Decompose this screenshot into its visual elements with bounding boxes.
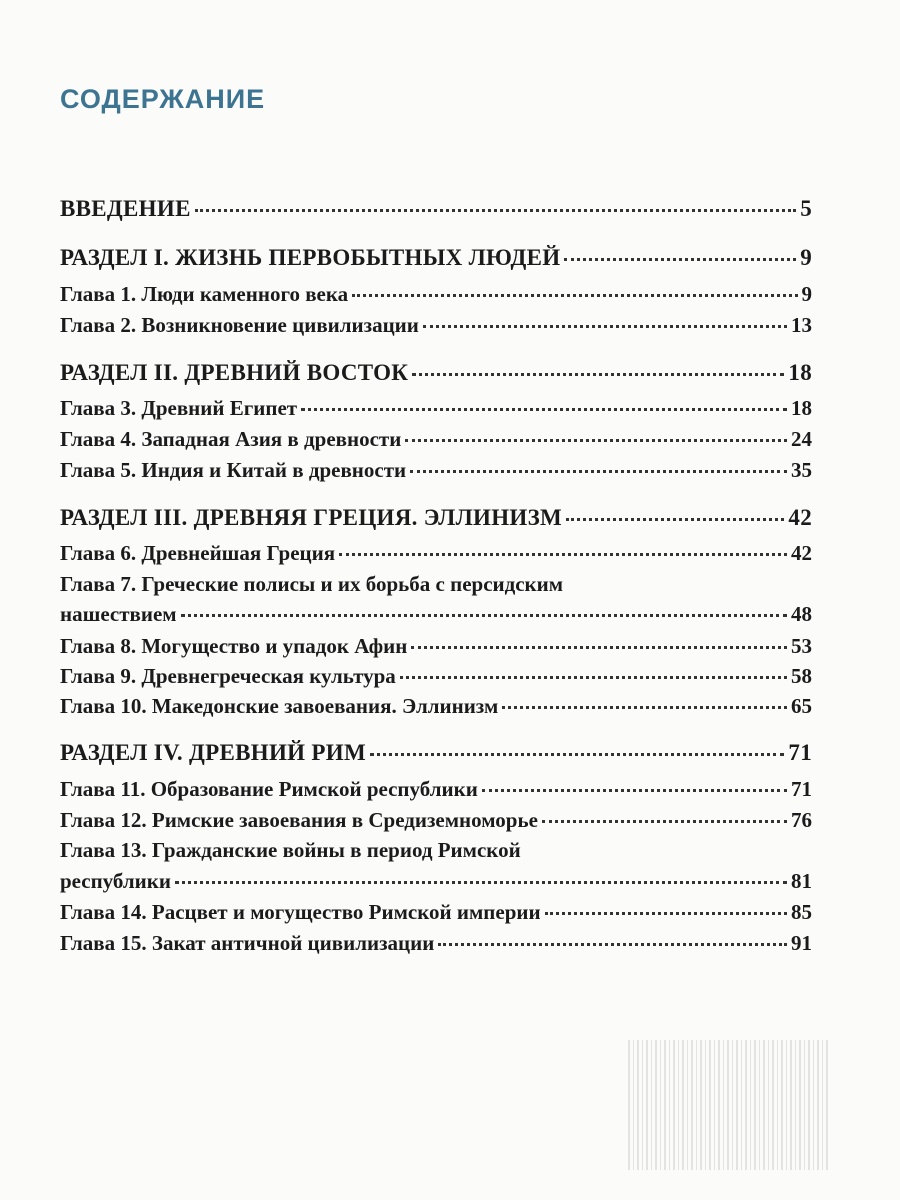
toc-entry-page: 81 xyxy=(791,869,812,893)
toc-entry-page: 24 xyxy=(791,427,812,451)
dot-leader xyxy=(412,373,784,376)
dot-leader xyxy=(405,439,787,442)
toc-entry-chapter-7-line1: Глава 7. Греческие полисы и их борьба с персидским xyxy=(60,572,564,596)
toc-entry-page: 42 xyxy=(791,541,812,565)
toc-entry-chapter-12 xyxy=(60,808,812,833)
dot-leader xyxy=(301,408,787,411)
dot-leader xyxy=(339,553,787,556)
toc-entry-label: Глава 5. Индия и Китай в древности xyxy=(60,458,407,482)
toc-entry-page: 71 xyxy=(791,777,812,801)
toc-entry-chapter-8 xyxy=(60,634,812,659)
toc-entry-page: 13 xyxy=(791,313,812,337)
toc-entry-section-1 xyxy=(60,245,812,271)
toc-entry-chapter-10 xyxy=(60,694,812,719)
toc-entry-label: Глава 3. Древний Египет xyxy=(60,396,298,420)
toc-entry-page: 91 xyxy=(791,931,812,955)
toc-entry-section-2 xyxy=(60,360,812,386)
toc-entry-chapter-5 xyxy=(60,458,812,483)
dot-leader xyxy=(502,706,787,709)
dot-leader xyxy=(564,258,796,261)
toc-entry-chapter-1 xyxy=(60,282,812,307)
toc-entry-label: республики xyxy=(60,869,171,893)
toc-entry-label: Глава 12. Римские завоевания в Средиземноморье xyxy=(60,808,538,832)
dot-leader xyxy=(410,470,787,473)
dot-leader xyxy=(195,209,796,212)
toc-entry-label: Глава 15. Закат античной цивилизации xyxy=(60,931,435,955)
toc-entry-page: 65 xyxy=(791,694,812,718)
toc-entry-page: 76 xyxy=(791,808,812,832)
toc-entry-label: Глава 11. Образование Римской республики xyxy=(60,777,478,801)
dot-leader xyxy=(423,325,787,328)
toc-entry-chapter-4 xyxy=(60,427,812,452)
toc-entry-chapter-2 xyxy=(60,313,812,338)
toc-entry-label: нашествием xyxy=(60,602,177,626)
dot-leader xyxy=(411,646,787,649)
toc-entry-chapter-14 xyxy=(60,900,812,925)
toc-entry-page: 35 xyxy=(791,458,812,482)
toc-entry-label: РАЗДЕЛ III. ДРЕВНЯЯ ГРЕЦИЯ. ЭЛЛИНИЗМ xyxy=(60,505,563,530)
toc-entry-page: 18 xyxy=(791,396,812,420)
toc-entry-label: Глава 6. Древнейшая Греция xyxy=(60,541,336,565)
toc-entry-chapter-6 xyxy=(60,541,812,566)
toc-entry-label: РАЗДЕЛ I. ЖИЗНЬ ПЕРВОБЫТНЫХ ЛЮДЕЙ xyxy=(60,245,561,270)
page-title: СОДЕРЖАНИЕ xyxy=(60,84,266,114)
dot-leader xyxy=(545,912,787,915)
toc-entry-page: 85 xyxy=(791,900,812,924)
toc-entry-page: 5 xyxy=(800,196,812,221)
dot-leader xyxy=(482,789,787,792)
toc-entry-label: РАЗДЕЛ II. ДРЕВНИЙ ВОСТОК xyxy=(60,360,409,385)
toc-entry-page: 18 xyxy=(788,360,812,385)
toc-entry-page: 9 xyxy=(800,245,812,270)
dot-leader xyxy=(566,518,784,521)
toc-entry-label: Глава 2. Возникновение цивилизации xyxy=(60,313,419,337)
toc-entry-page: 42 xyxy=(788,505,812,530)
dot-leader xyxy=(542,820,787,823)
toc-entry-label: Глава 14. Расцвет и могущество Римской империи xyxy=(60,900,541,924)
dot-leader xyxy=(175,881,787,884)
toc-entry-label: Глава 9. Древнегреческая культура xyxy=(60,664,396,688)
toc-entry-chapter-7 xyxy=(60,602,812,627)
dot-leader xyxy=(370,753,784,756)
toc-entry-chapter-3 xyxy=(60,396,812,421)
toc-entry-chapter-11 xyxy=(60,777,812,802)
toc-entry-label: Глава 10. Македонские завоевания. Эллинизм xyxy=(60,694,499,718)
toc-entry-chapter-13 xyxy=(60,869,812,894)
toc-entry-section-4 xyxy=(60,740,812,766)
toc-entry-label: Глава 8. Могущество и упадок Афин xyxy=(60,634,408,658)
toc-entry-chapter-13-line1: Глава 13. Гражданские войны в период Римской xyxy=(60,838,521,862)
toc-entry-label: Глава 1. Люди каменного века xyxy=(60,282,349,306)
toc-entry-page: 53 xyxy=(791,634,812,658)
dot-leader xyxy=(181,614,787,617)
toc-entry-label: Глава 4. Западная Азия в древности xyxy=(60,427,402,451)
toc-entry-page: 71 xyxy=(788,740,812,765)
toc-entry-chapter-9 xyxy=(60,664,812,689)
toc-entry-page: 58 xyxy=(791,664,812,688)
dot-leader xyxy=(352,294,797,297)
toc-entry-page: 9 xyxy=(801,282,812,306)
toc-entry-chapter-15 xyxy=(60,931,812,956)
toc-entry-label: РАЗДЕЛ IV. ДРЕВНИЙ РИМ xyxy=(60,740,366,765)
toc-entry-page: 48 xyxy=(791,602,812,626)
show-through-barcode xyxy=(628,1040,828,1170)
toc-entry-intro xyxy=(60,196,812,222)
toc-entry-section-3 xyxy=(60,505,812,531)
toc-entry-label: ВВЕДЕНИЕ xyxy=(60,196,191,221)
dot-leader xyxy=(400,676,787,679)
dot-leader xyxy=(438,943,787,946)
